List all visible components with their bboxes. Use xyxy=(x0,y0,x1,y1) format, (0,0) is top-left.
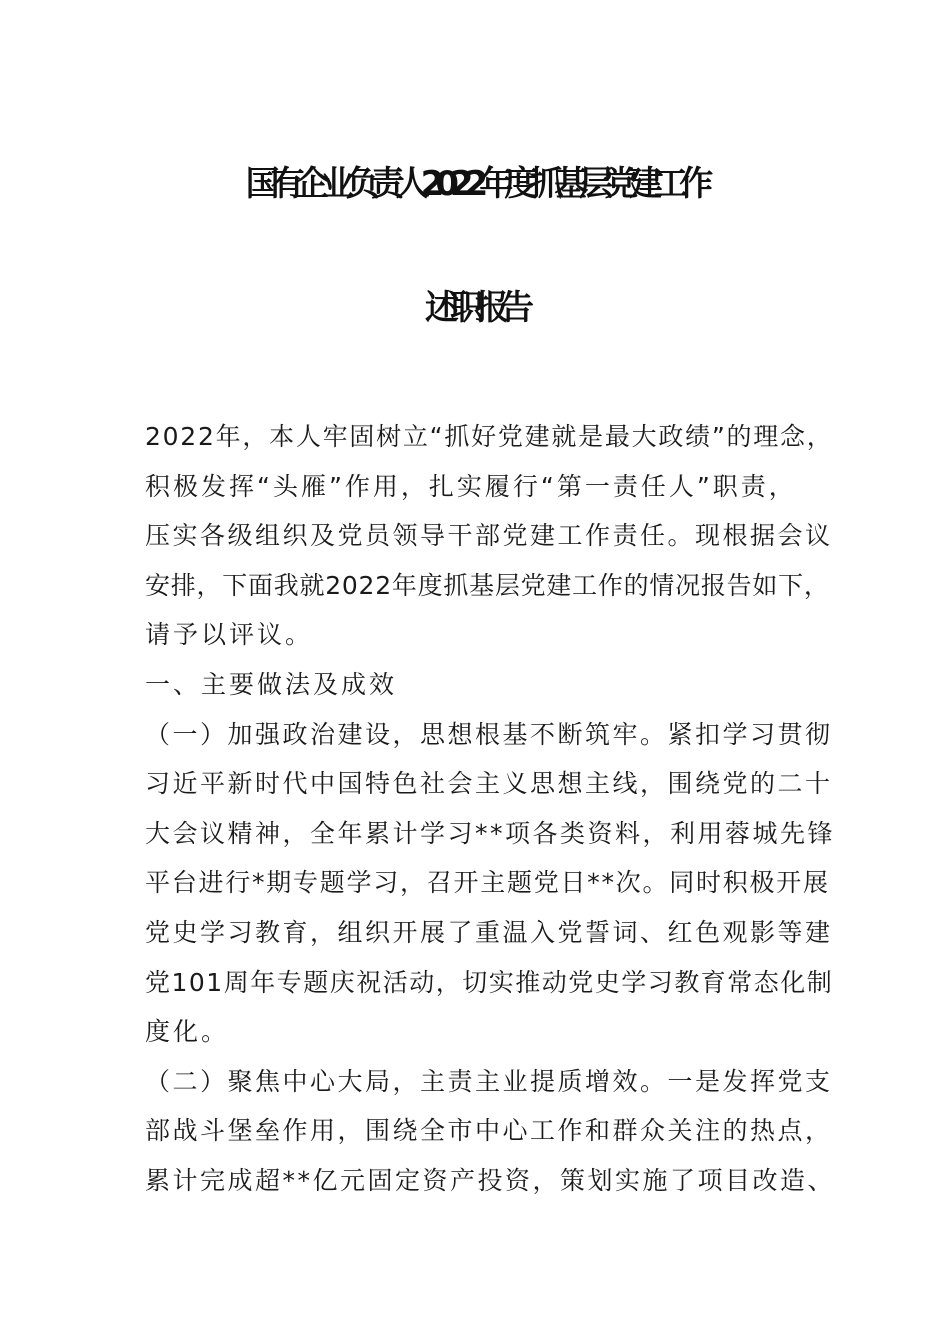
body-line: 积极发挥“头雁”作用，扎实履行“第一责任人”职责， xyxy=(145,471,797,501)
document-title-line-1: 国有企业负责人2022年度抓基层党建工作 xyxy=(245,164,705,204)
section-heading: 一、主要做法及成效 xyxy=(145,669,398,699)
body-line: 请予以评议。 xyxy=(145,620,314,650)
body-line: 度化。 xyxy=(145,1017,230,1047)
body-line: 党史学习教育，组织开展了重温入党誓词、红色观影等建 xyxy=(145,917,833,947)
body-line: 部战斗堡垒作用，围绕全市中心工作和群众关注的热点， xyxy=(145,1116,833,1146)
body-line: 累计完成超**亿元固定资产投资，策划实施了项目改造、 xyxy=(145,1165,836,1195)
document-title-line-2: 述职报告 xyxy=(425,288,525,328)
body-line: 压实各级组织及党员领导干部党建工作责任。现根据会议 xyxy=(145,521,833,551)
body-line: 安排，下面我就2022年度抓基层党建工作的情况报告如下， xyxy=(145,570,830,600)
body-line: 大会议精神，全年累计学习**项各类资料，利用蓉城先锋 xyxy=(145,818,836,848)
body-line: 平台进行*期专题学习，召开主题党日**次。同时积极开展 xyxy=(145,868,830,898)
document-body xyxy=(145,412,835,1206)
body-line: （一）加强政治建设，思想根基不断筑牢。紧扣学习贯彻 xyxy=(145,719,833,749)
body-line: （二）聚焦中心大局，主责主业提质增效。一是发挥党支 xyxy=(145,1066,833,1096)
body-line: 2022年，本人牢固树立“抓好党建就是最大政绩”的理念， xyxy=(145,422,834,451)
body-line: 党101周年专题庆祝活动，切实推动党史学习教育常态化制 xyxy=(145,967,834,997)
body-line: 习近平新时代中国特色社会主义思想主线，围绕党的二十 xyxy=(145,769,833,799)
